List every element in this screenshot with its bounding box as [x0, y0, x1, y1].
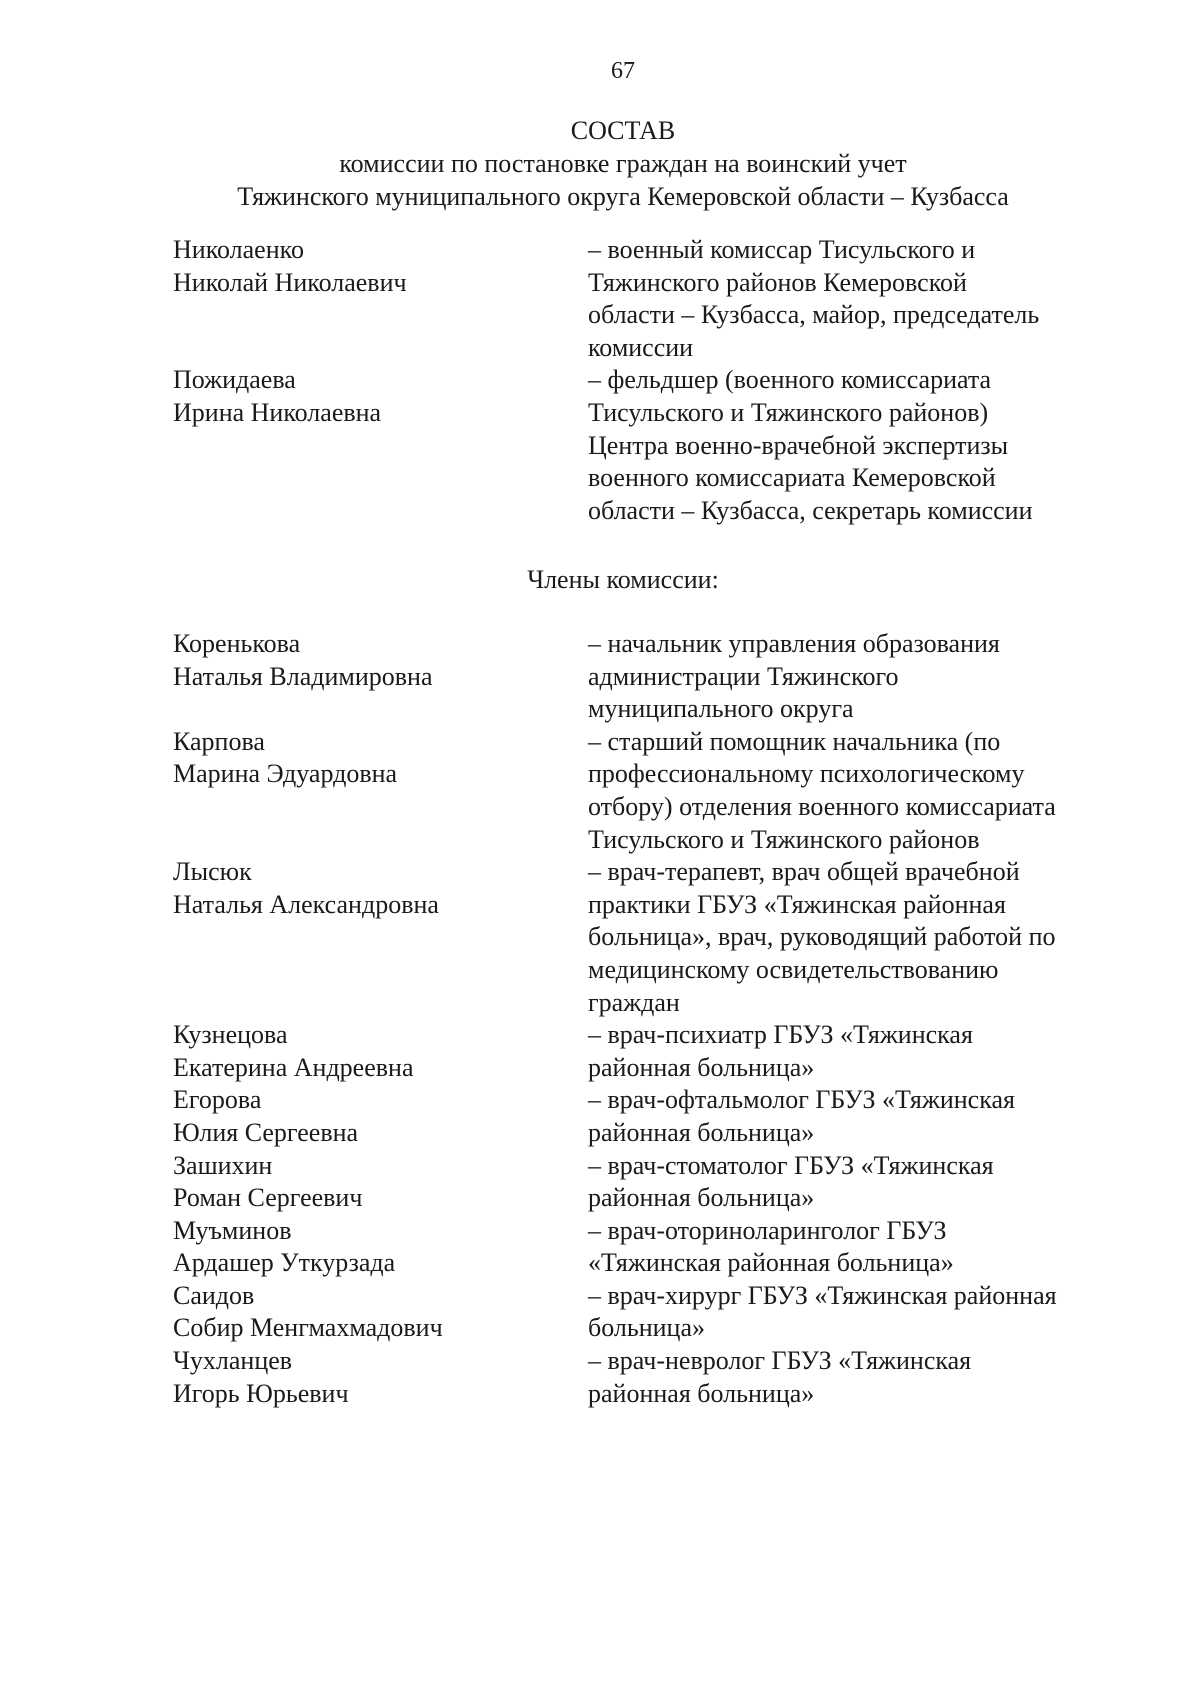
- person-name: [173, 364, 588, 527]
- role-line: – врач-терапевт, врач общей врачебной: [588, 857, 1020, 887]
- person-name: [173, 234, 588, 364]
- person-surname: Николаенко: [173, 235, 304, 264]
- role-line: профессиональному психологическому: [588, 759, 1025, 789]
- role-line: – врач-офтальмолог ГБУЗ «Тяжинская: [588, 1085, 1015, 1115]
- role-line: районная больница»: [588, 1052, 815, 1082]
- heading-title: СОСТАВ: [570, 116, 676, 145]
- person-given-names: Наталья Владимировна: [173, 661, 433, 691]
- role-line: Тисульского и Тяжинского районов): [588, 397, 989, 427]
- role-line: администрации Тяжинского: [588, 661, 899, 691]
- role-line: районная больница»: [588, 1183, 815, 1213]
- person-name: [173, 726, 588, 856]
- person-given-names: Екатерина Андреевна: [173, 1052, 414, 1082]
- person-given-names: Наталья Александровна: [173, 889, 439, 919]
- leader-entry: [173, 234, 1113, 364]
- role-line: – врач-психиатр ГБУЗ «Тяжинская: [588, 1020, 973, 1050]
- person-given-names: Ардашер Уткурзада: [173, 1248, 396, 1278]
- person-surname: Зашихин: [173, 1150, 273, 1180]
- person-role: [588, 1019, 1113, 1084]
- person-role: [588, 1345, 1113, 1410]
- member-entry: [173, 1150, 1113, 1215]
- role-line: Тисульского и Тяжинского районов: [588, 824, 980, 854]
- role-line: отбору) отделения военного комиссариата: [588, 791, 1056, 821]
- role-line: области – Кузбасса, майор, председатель: [588, 300, 1040, 330]
- role-line: Центра военно-врачебной экспертизы: [588, 430, 1009, 460]
- person-surname: Муъминов: [173, 1215, 292, 1245]
- person-role: [588, 856, 1113, 1019]
- role-line: – фельдшер (военного комиссариата: [588, 365, 992, 395]
- leader-entry: [173, 364, 1113, 527]
- person-given-names: Игорь Юрьевич: [173, 1378, 349, 1408]
- role-line: – врач-невролог ГБУЗ «Тяжинская: [588, 1346, 972, 1376]
- person-role: [588, 1084, 1113, 1149]
- person-surname: Саидов: [173, 1280, 255, 1310]
- members-section-title: Члены комиссии:: [527, 565, 719, 594]
- person-given-names: Собир Менгмахмадович: [173, 1313, 443, 1343]
- role-line: практики ГБУЗ «Тяжинская районная: [588, 889, 1006, 919]
- person-role: [588, 726, 1113, 856]
- person-surname: Карпова: [173, 726, 265, 756]
- person-surname: Кузнецова: [173, 1020, 288, 1050]
- role-line: граждан: [588, 987, 680, 1017]
- member-entry: [173, 1215, 1113, 1280]
- role-line: – старший помощник начальника (по: [588, 726, 1001, 756]
- role-line: муниципального округа: [588, 694, 854, 724]
- member-entry: [173, 856, 1113, 1019]
- role-line: Тяжинского районов Кемеровской: [588, 267, 967, 297]
- document-heading: [0, 114, 1200, 213]
- role-line: районная больница»: [588, 1117, 815, 1147]
- person-name: [173, 1019, 588, 1084]
- role-line: больница», врач, руководящий работой по: [588, 922, 1056, 952]
- role-line: военного комиссариата Кемеровской: [588, 463, 996, 493]
- person-role: [588, 1150, 1113, 1215]
- member-entry: [173, 1084, 1113, 1149]
- heading-line-1: комиссии по постановке граждан на воинский учет: [339, 149, 907, 178]
- role-line: медицинскому освидетельствованию: [588, 954, 999, 984]
- member-entry: [173, 1345, 1113, 1410]
- member-entry: [173, 1280, 1113, 1345]
- person-name: [173, 1345, 588, 1410]
- person-given-names: Николай Николаевич: [173, 267, 407, 297]
- member-entry: [173, 628, 1113, 726]
- person-surname: Пожидаева: [173, 365, 296, 395]
- role-line: «Тяжинская районная больница»: [588, 1248, 954, 1278]
- person-name: [173, 1150, 588, 1215]
- page-number: 67: [611, 58, 635, 84]
- member-entry: [173, 1019, 1113, 1084]
- person-given-names: Юлия Сергеевна: [173, 1117, 359, 1147]
- role-line: комиссии: [588, 332, 694, 362]
- person-given-names: Роман Сергеевич: [173, 1183, 363, 1213]
- person-name: [173, 856, 588, 1019]
- role-line: – военный комиссар Тисульского и: [588, 235, 976, 264]
- person-name: [173, 1084, 588, 1149]
- role-line: – начальник управления образования: [588, 629, 1000, 658]
- person-role: [588, 234, 1113, 364]
- commission-leaders-list: [173, 234, 1113, 527]
- heading-line-2: Тяжинского муниципального округа Кемеровской области – Кузбасса: [237, 182, 1009, 211]
- person-role: [588, 364, 1113, 527]
- commission-members-list: [173, 628, 1113, 1410]
- person-surname: Чухланцев: [173, 1346, 293, 1376]
- role-line: больница»: [588, 1313, 705, 1343]
- person-given-names: Ирина Николаевна: [173, 397, 382, 427]
- person-given-names: Марина Эдуардовна: [173, 759, 398, 789]
- member-entry: [173, 726, 1113, 856]
- person-role: [588, 628, 1113, 726]
- person-surname: Коренькова: [173, 629, 301, 658]
- person-name: [173, 1215, 588, 1280]
- person-name: [173, 1280, 588, 1345]
- person-surname: Лысюк: [173, 857, 252, 887]
- role-line: районная больница»: [588, 1378, 815, 1408]
- role-line: – врач-стоматолог ГБУЗ «Тяжинская: [588, 1150, 994, 1180]
- role-line: области – Кузбасса, секретарь комиссии: [588, 495, 1033, 525]
- person-role: [588, 1215, 1113, 1280]
- person-name: [173, 628, 588, 726]
- person-role: [588, 1280, 1113, 1345]
- person-surname: Егорова: [173, 1085, 262, 1115]
- role-line: – врач-хирург ГБУЗ «Тяжинская районная: [588, 1280, 1057, 1310]
- role-line: – врач-оториноларинголог ГБУЗ: [588, 1215, 947, 1245]
